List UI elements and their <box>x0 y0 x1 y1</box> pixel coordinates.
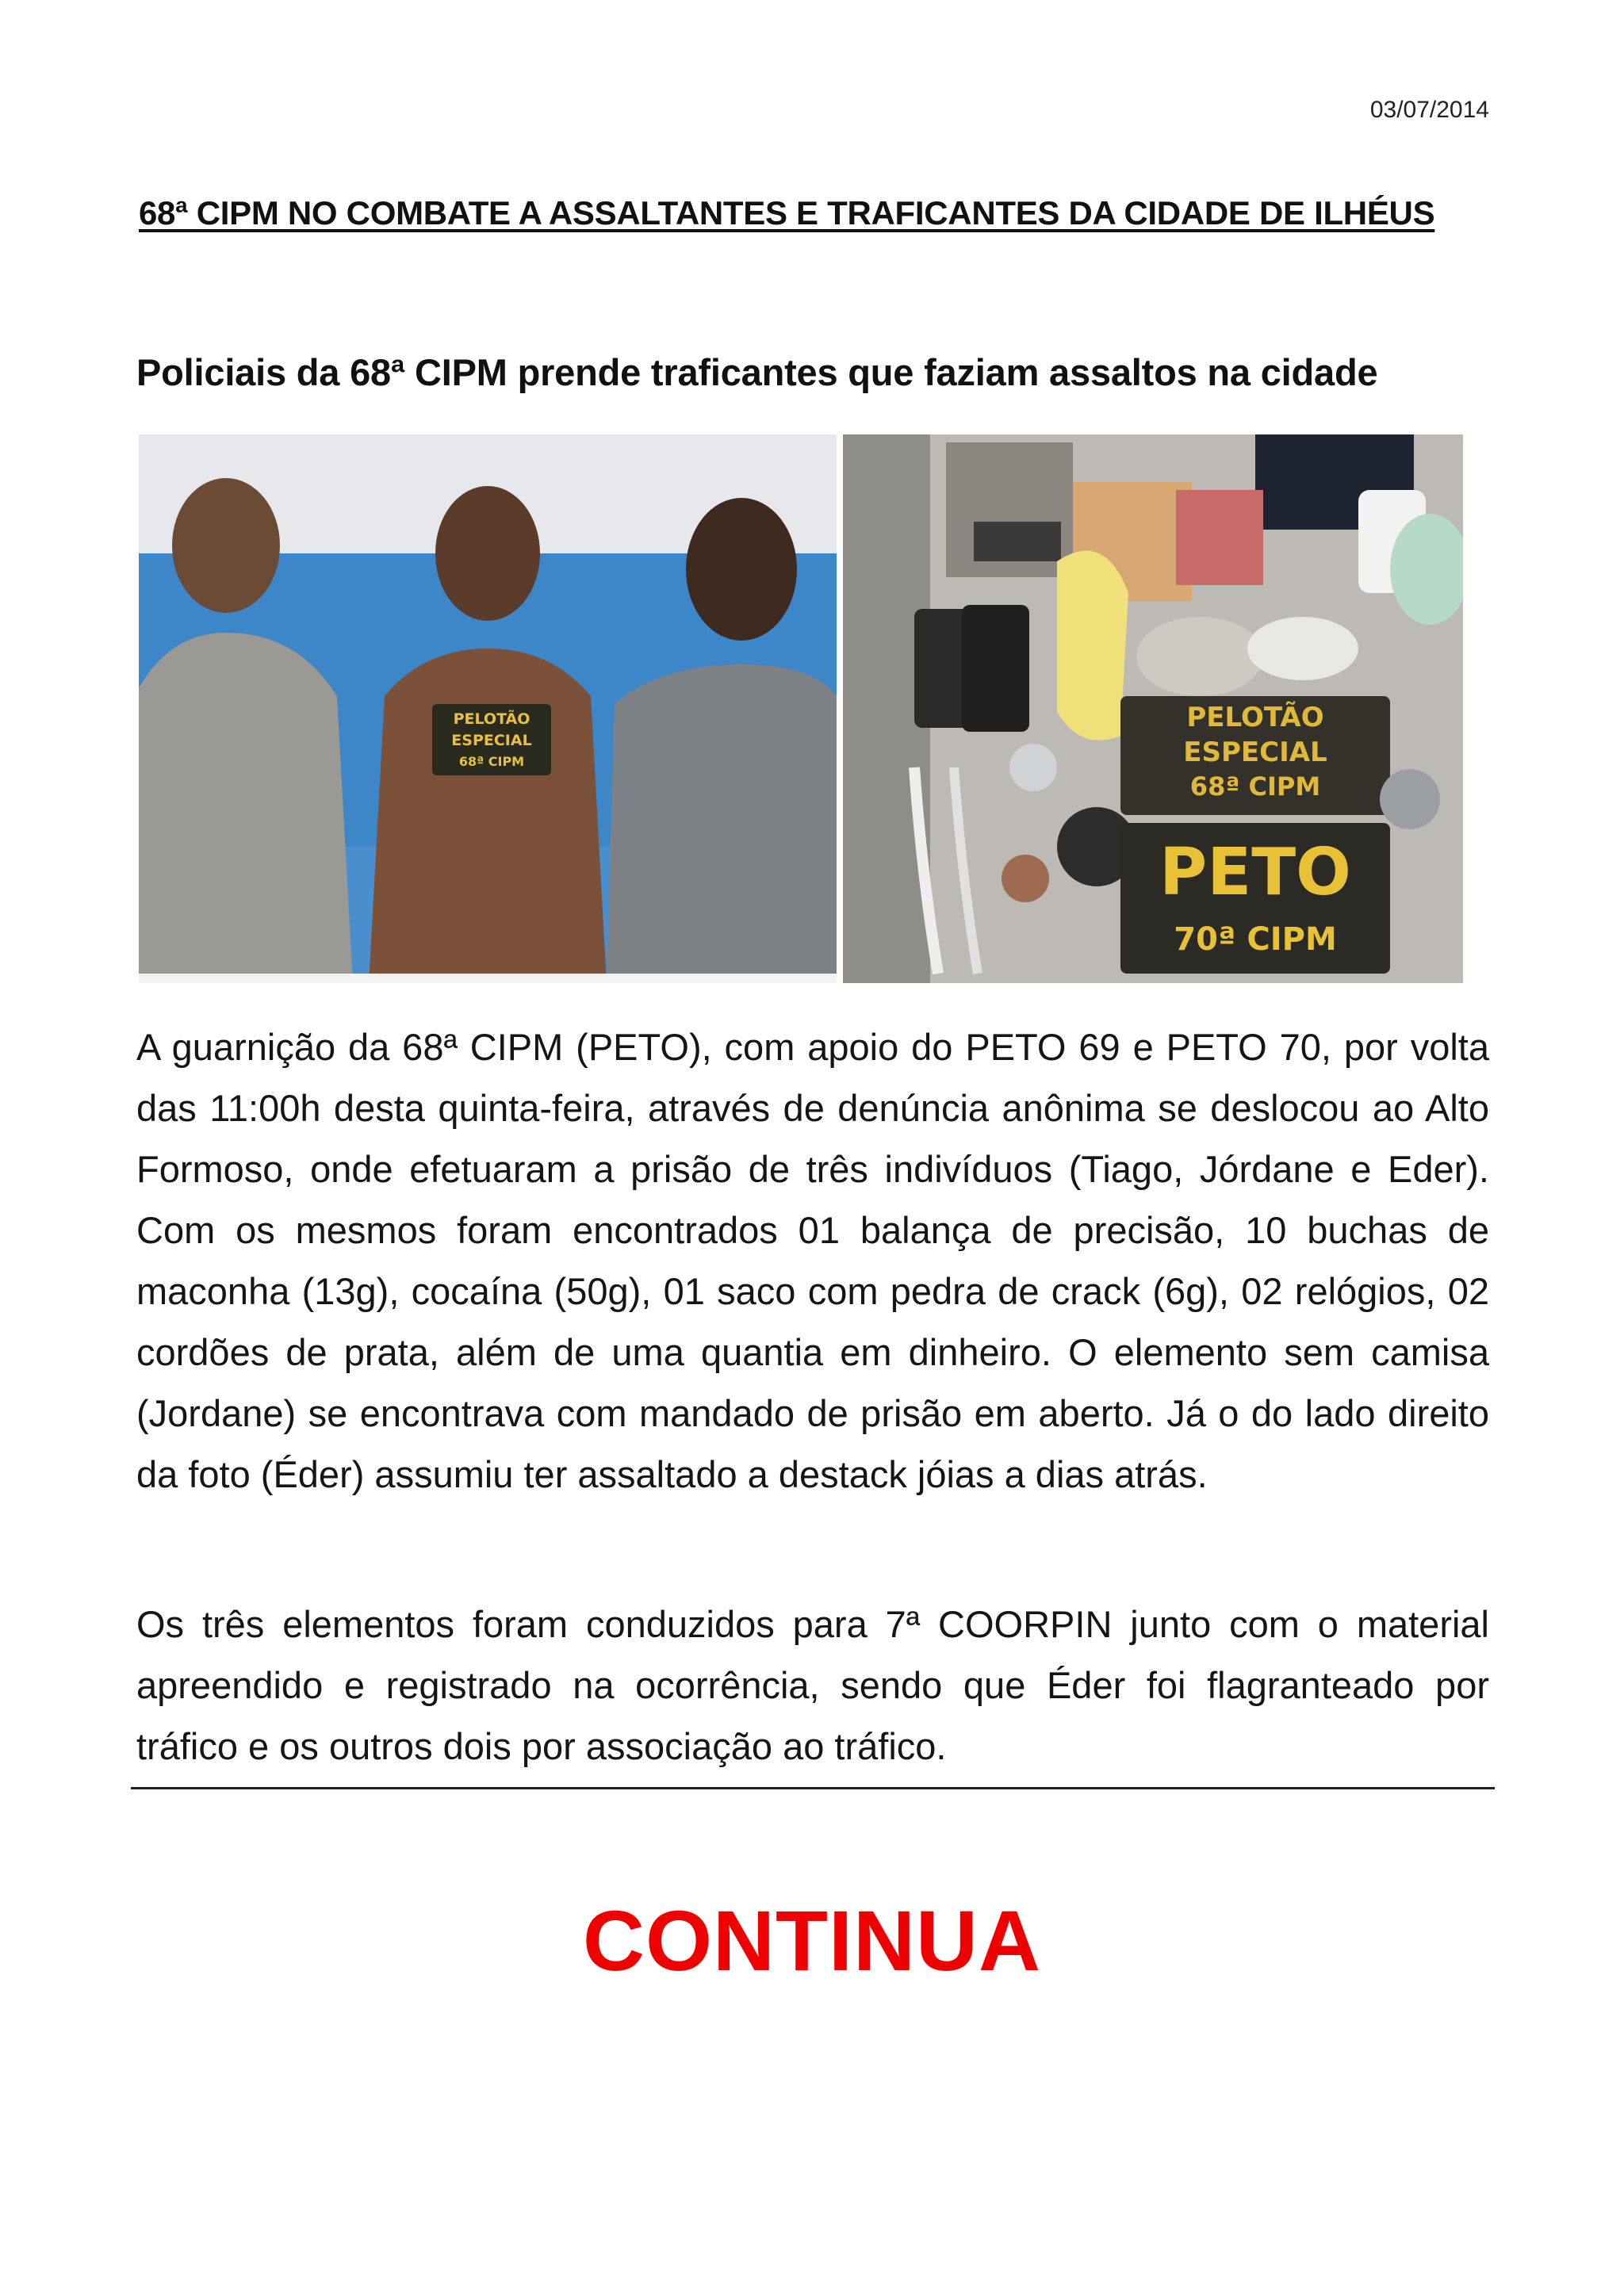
suspects-photo <box>139 434 837 983</box>
continua-label: CONTINUA <box>583 1892 1041 1988</box>
badge-especial-line-2: ESPECIAL <box>1183 737 1327 768</box>
badge-peto-line-2: 70ª CIPM <box>1174 921 1337 958</box>
headline: 68ª CIPM NO COMBATE A ASSALTANTES E TRAFICANTES DA CIDADE DE ILHÉUS <box>139 194 1435 232</box>
document-date: 03/07/2014 <box>1369 97 1489 123</box>
article-paragraph-1: A guarnição da 68ª CIPM (PETO), com apoio do PETO 69 e PETO 70, por volta das 11:00h desta quinta-feira, através de denúncia anônima se deslocou ao Alto Formoso, onde efetuaram a prisão de três indivíduos (Tiago, Jórdane e Eder). Com os mesmos foram encontrados 01 balança de precisão, 10 buchas de maconha (13g), cocaína (50g), 01 saco com pedra de crack (6g), 02 relógios, 02 cordões de prata, além de uma quantia em dinheiro. O elemento sem camisa (Jordane) se encontrava com mandado de prisão em aberto. Já o do lado direito da foto (Éder) assumiu ter assaltado a destack jóias a dias atrás. <box>136 1026 1489 1495</box>
badge-line-2: ESPECIAL <box>451 732 532 749</box>
badge-especial-line-3: 68ª CIPM <box>1189 771 1321 802</box>
badge-peto-line-1: PETO <box>1159 835 1351 910</box>
badge-especial-line-1: PELOTÃO <box>1186 702 1324 733</box>
subheadline: Policiais da 68ª CIPM prende traficantes que faziam assaltos na cidade <box>136 351 1378 393</box>
badge-line-3: 68ª CIPM <box>458 754 525 769</box>
badge-line-1: PELOTÃO <box>453 710 530 728</box>
photo-strip <box>139 434 1463 983</box>
seized-items-photo <box>843 434 1463 983</box>
article-paragraph-2: Os três elementos foram conduzidos para 7ª COORPIN junto com o material apreendido e registrado na ocorrência, sendo que Éder foi flagranteado por tráfico e os outros dois por associação ao tráfico. <box>136 1603 1489 1767</box>
divider-line <box>131 1787 1495 1789</box>
